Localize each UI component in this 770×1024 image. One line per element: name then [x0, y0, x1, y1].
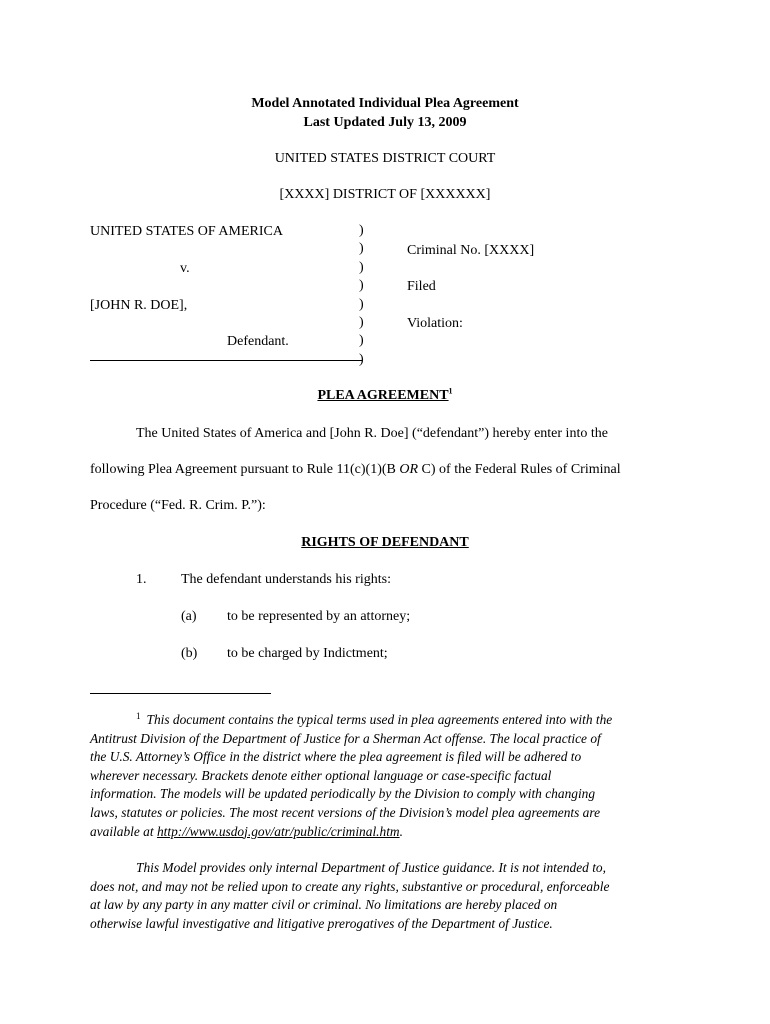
rights-item-label: (a) — [181, 609, 197, 624]
footnote-text: available at — [90, 823, 157, 839]
caption-paren: ) — [359, 223, 364, 238]
caption-paren: ) — [359, 314, 364, 330]
footnote-line — [90, 823, 690, 842]
rights-heading — [0, 534, 770, 551]
intro-line-3: Procedure (“Fed. R. Crim. P.”): — [90, 498, 266, 513]
footnote-line: This Model provides only internal Department of Justice guidance. It is not intended to, — [136, 860, 606, 875]
footnote-line: the U.S. Attorney’s Office in the district where the plea agreement is filed will be adhered to — [90, 749, 582, 765]
violation-label: Violation: — [407, 316, 463, 331]
footnote-line — [90, 711, 690, 730]
caption-paren: ) — [359, 259, 364, 275]
filed-label: Filed — [407, 279, 436, 294]
criminal-number: Criminal No. [XXXX] — [407, 243, 535, 258]
district-name: [XXXX] DISTRICT OF [XXXXXX] — [279, 187, 491, 202]
plea-heading-text: PLEA AGREEMENT — [317, 388, 449, 403]
caption-defendant-label: Defendant. — [227, 334, 289, 349]
rights-heading-text: RIGHTS OF DEFENDANT — [301, 535, 469, 550]
intro-line-2-pre: following Plea Agreement pursuant to Rule 11(c)(1)(B — [90, 462, 400, 477]
caption-plaintiff: UNITED STATES OF AMERICA — [90, 224, 283, 239]
plea-agreement-heading — [0, 387, 770, 404]
rights-item-text: to be charged by Indictment; — [227, 646, 388, 661]
criminal-models-link[interactable]: http://www.usdoj.gov/atr/public/criminal.htm — [156, 823, 400, 839]
rights-item-text: to be represented by an attorney; — [227, 609, 411, 624]
rights-number: 1. — [136, 572, 147, 587]
footnote-text: This document contains the typical terms used in plea agreements entered into with the — [146, 712, 613, 727]
footnote-disclaimer — [90, 859, 690, 933]
intro-line-2-post: C) of the Federal Rules of Criminal — [418, 462, 621, 477]
rights-text: The defendant understands his rights: — [181, 572, 391, 587]
footnote-line: otherwise lawful investigative and litigative prerogatives of the Department of Justice. — [90, 915, 553, 931]
footnote-line: at law by any party in any matter civil or criminal. No limitations are hereby placed on — [90, 897, 558, 913]
caption-paren-column — [359, 222, 364, 369]
intro-line-1: The United States of America and [John R. Doe] (“defendant”) hereby enter into the — [136, 426, 608, 441]
footnote-line: laws, statutes or policies. The most recent versions of the Division’s model plea agreements are — [90, 804, 601, 820]
footnote-line: wherever necessary. Brackets denote either optional language or case-specific factual — [90, 767, 552, 783]
caption-paren: ) — [359, 241, 364, 257]
court-name: UNITED STATES DISTRICT COURT — [274, 151, 496, 166]
caption-defendant-name: [JOHN R. DOE], — [90, 298, 188, 313]
caption-versus: v. — [180, 261, 190, 276]
doc-title: Model Annotated Individual Plea Agreement — [251, 96, 519, 111]
caption-paren: ) — [359, 333, 364, 349]
doc-updated: Last Updated July 13, 2009 — [303, 115, 467, 130]
footnote-reference: 1 — [448, 386, 453, 396]
intro-line-2 — [90, 461, 621, 478]
footnote-line: information. The models will be updated periodically by the Division to comply with changing — [90, 786, 596, 802]
caption-paren: ) — [359, 278, 364, 294]
caption-underline — [90, 360, 362, 361]
footnote-separator — [90, 693, 271, 694]
footnote-1 — [90, 711, 690, 841]
rights-item-label: (b) — [181, 646, 198, 661]
intro-or-italic: OR — [399, 462, 419, 477]
caption-paren: ) — [359, 296, 364, 312]
caption-paren: ) — [359, 351, 364, 367]
footnote-text: . — [399, 823, 403, 839]
footnote-line: does not, and may not be relied upon to create any rights, substantive or procedural, enforceable — [90, 878, 610, 894]
footnote-line: Antitrust Division of the Department of Justice for a Sherman Act offense. The local practice of — [90, 730, 601, 746]
footnote-mark: 1 — [136, 710, 141, 721]
